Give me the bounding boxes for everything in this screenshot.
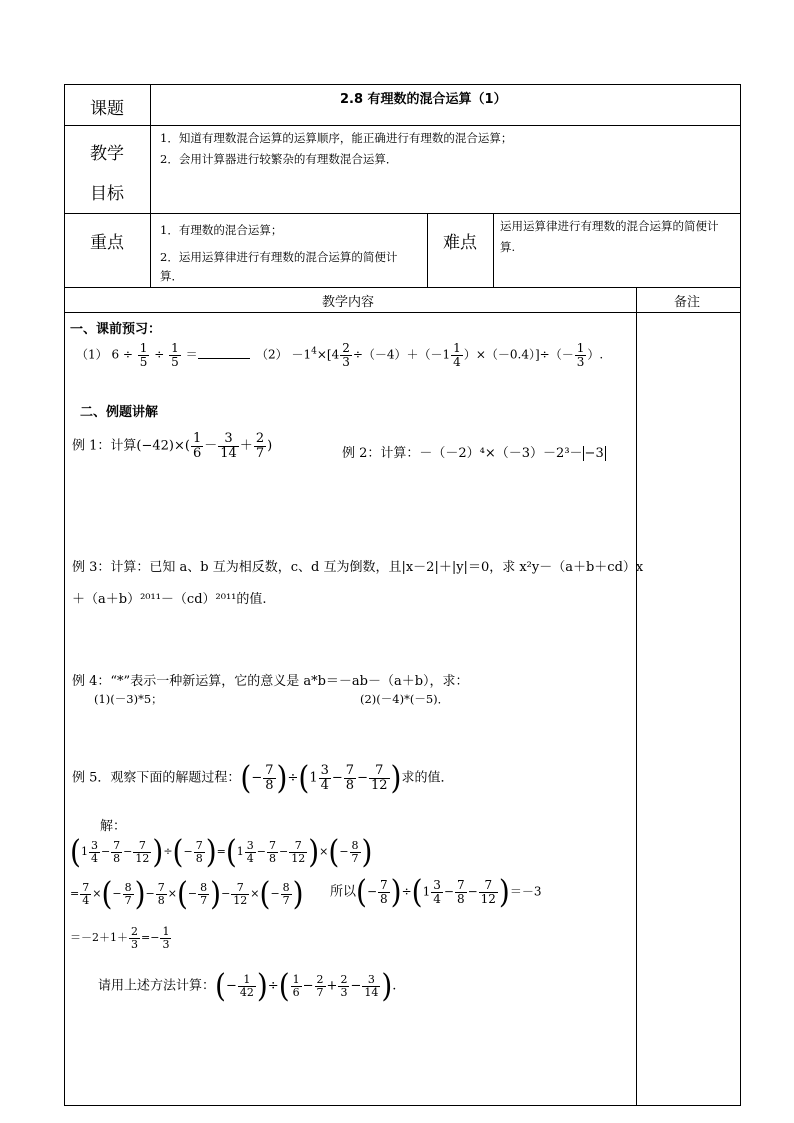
example-4-q2: (2)(－4)*(－5)． <box>360 692 450 706</box>
notes-label: 备注 <box>674 295 701 310</box>
col-divider <box>636 288 637 1106</box>
goal-label-2: 目标 <box>90 184 124 204</box>
col-divider <box>427 213 428 288</box>
key-point-2: 2．运用运算律进行有理数的混合运算的简便计 <box>160 250 398 264</box>
key-point-1: 1．有理数的混合运算； <box>160 223 283 237</box>
preview-q1: （1） 6 ÷ $\frac{1}{5}$ ÷ $\frac{1}{5}$ ＝ <box>76 342 250 368</box>
example-5: 例 5．观察下面的解题过程：(− $\frac{7}{8}$ )÷(1 $\frac{3}{4}$ − $\frac{7}{8}$ − $\frac{7}{12}$ )求的值． <box>72 758 454 797</box>
row-divider <box>64 287 741 288</box>
col-divider <box>150 84 151 288</box>
content-label: 教学内容 <box>322 295 375 310</box>
solution-step-1: (1 $\frac{3}{4}$ − $\frac{7}{8}$ − $\frac{7}{12}$ )÷(− $\frac{7}{8}$ )=(1 $\frac{3}{4}$ − $\frac{7}{8}$ − $\frac{7}{12}$ )×(− $\frac{8}{7}$ ) <box>70 832 373 871</box>
goal-2: 2．会用计算器进行较繁杂的有理数混合运算． <box>160 152 398 166</box>
difficulty-2: 算. <box>500 240 516 254</box>
section1-title: 一、课前预习： <box>70 322 162 337</box>
solution-step-3: ＝－2＋1＋ $\frac{2}{3}$ =− $\frac{1}{3}$ <box>70 925 170 951</box>
topic-title: 2.8 有理数的混合运算（1） <box>340 92 507 107</box>
example-1: 例 1：计算(−42)×( $\frac{1}{6}$ － $\frac{3}{14}$ ＋ $\frac{2}{7}$ ) <box>72 431 273 461</box>
example-3-line1: 例 3：计算：已知 a、b 互为相反数，c、d 互为倒数，且|x－2|＋|y|＝0，求 x²y－（a＋b＋cd）x <box>72 560 644 575</box>
solution-label: 解： <box>100 819 127 834</box>
solution-step-2: = $\frac{7}{4}$ ×(− $\frac{8}{7}$ )− $\frac{7}{8}$ ×(− $\frac{8}{7}$ )− $\frac{7}{12}$ ×(− $\frac{8}{7}$ ) <box>70 874 304 913</box>
difficulty-label: 难点 <box>443 233 477 253</box>
preview-q2: $(2) -1^4\times[4$ $\frac{2}{3}$ ÷（－4）＋（－1 $\frac{1}{4}$ ）×（－0.4）]÷（－ $\frac{1}{3}$ ）. <box>256 341 604 369</box>
section2-title: 二、例题讲解 <box>80 405 159 420</box>
apply-exercise: 请用上述方法计算：(− $\frac{1}{42}$ )÷( $\frac{1}{6}$ − $\frac{2}{7}$ + $\frac{2}{3}$ − $\frac{3}{14}$ ). <box>98 966 397 1005</box>
topic-label: 课题 <box>90 99 124 119</box>
row-divider <box>64 312 741 313</box>
example-3-line2: ＋（a＋b）²⁰¹¹－（cd）²⁰¹¹的值. <box>72 592 267 607</box>
row-divider <box>64 125 741 126</box>
example-2: 例 2：计算：－（－2）⁴×（－3）－2³－ −3 <box>342 446 604 461</box>
example-4-q1: (1)(－3)*5； <box>94 692 163 706</box>
goal-1: 1．知道有理数混合运算的运算顺序，能正确进行有理数的混合运算； <box>160 131 513 145</box>
row-divider <box>64 213 741 214</box>
difficulty-1: 运用运算律进行有理数的混合运算的简便计 <box>500 219 719 233</box>
example-4-line1: 例 4：“*”表示一种新运算，它的意义是 a*b＝－ab－（a＋b），求： <box>72 674 469 689</box>
key-point-3: 算． <box>160 269 183 283</box>
solution-conclusion: 所以(− $\frac{7}{8}$ )÷(1 $\frac{3}{4}$ − $\frac{7}{8}$ − $\frac{7}{12}$ )＝－3 <box>330 872 542 911</box>
col-divider <box>493 213 494 288</box>
key-label: 重点 <box>90 233 124 253</box>
goal-label-1: 教学 <box>90 144 124 164</box>
